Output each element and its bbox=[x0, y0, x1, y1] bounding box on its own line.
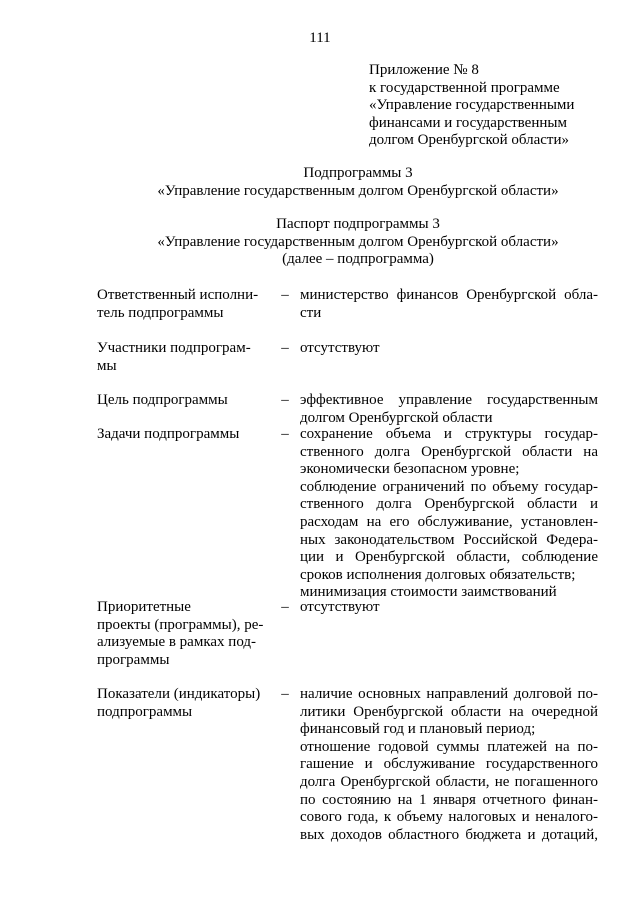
appendix-line: Приложение № 8 bbox=[369, 62, 479, 78]
value-line: соблюдение ограничений по объему государ- bbox=[300, 478, 598, 495]
passport-heading bbox=[0, 216, 640, 269]
subprogram-heading bbox=[0, 165, 640, 200]
value-line: долга Оренбургской области, не погашенного bbox=[300, 773, 598, 790]
value-line: ственного долга Оренбургской области на bbox=[300, 443, 598, 460]
value-line: экономически безопасном уровне; bbox=[300, 461, 520, 478]
appendix-line: «Управление государственными bbox=[369, 97, 575, 114]
value-line: финансовый год и плановый период; bbox=[300, 721, 536, 738]
value-line: литики Оренбургской области на очередной bbox=[300, 703, 598, 720]
value-line: расходам на его обслуживание, установлен- bbox=[300, 513, 598, 530]
row-dash: – bbox=[281, 599, 289, 615]
appendix-header bbox=[369, 62, 629, 150]
value-line: эффективное управление государственным bbox=[300, 392, 598, 408]
label-line: ализуемые в рамках под- bbox=[97, 634, 257, 651]
value-line: сроков исполнения долговых обязательств; bbox=[300, 566, 576, 583]
value-line: ственного долга Оренбургской области и bbox=[300, 496, 598, 513]
row-label-responsible bbox=[97, 287, 267, 322]
value-line: минимизация стоимости заимствований bbox=[300, 584, 557, 601]
passport-title: Паспорт подпрограммы 3 bbox=[276, 216, 440, 232]
row-dash: – bbox=[281, 340, 289, 356]
row-dash: – bbox=[281, 392, 289, 408]
label-line: Участники подпрограм- bbox=[97, 340, 251, 356]
row-label-tasks bbox=[97, 426, 267, 444]
value-line: по состоянию на 1 января отчетного финан- bbox=[300, 791, 598, 808]
row-value-goal bbox=[300, 392, 598, 427]
label-line: программы bbox=[97, 651, 170, 668]
row-dash: – bbox=[281, 686, 289, 702]
label-line: Задачи подпрограммы bbox=[97, 426, 240, 442]
value-line: сохранение объема и структуры государ- bbox=[300, 426, 598, 442]
row-dash: – bbox=[281, 426, 289, 442]
value-line: отсутствуют bbox=[300, 599, 380, 615]
row-label-priority-projects bbox=[97, 599, 267, 669]
row-value-participants bbox=[300, 340, 598, 358]
subprogram-name: «Управление государственным долгом Оренбургской области» bbox=[157, 182, 559, 199]
row-label-goal bbox=[97, 392, 267, 410]
label-line: Ответственный исполни- bbox=[97, 287, 259, 303]
row-value-tasks bbox=[300, 426, 598, 602]
label-line: Приоритетные bbox=[97, 599, 191, 615]
appendix-line: долгом Оренбургской области» bbox=[369, 132, 569, 149]
label-line: Показатели (индикаторы) bbox=[97, 686, 261, 702]
value-line: ции и Оренбургской области, соблюдение bbox=[300, 549, 598, 566]
appendix-line: к государственной программе bbox=[369, 79, 560, 96]
value-line: сового года, к объему налоговых и неналого- bbox=[300, 809, 598, 826]
appendix-line: финансами и государственным bbox=[369, 114, 567, 131]
row-value-indicators bbox=[300, 686, 598, 844]
subprogram-title: Подпрограммы 3 bbox=[303, 165, 413, 181]
value-line: гашение и обслуживание государственного bbox=[300, 756, 598, 773]
value-line: ных законодательством Российской Федера- bbox=[300, 531, 598, 548]
value-line: отсутствуют bbox=[300, 340, 380, 356]
row-label-participants bbox=[97, 340, 267, 375]
row-label-indicators bbox=[97, 686, 267, 721]
row-value-priority-projects bbox=[300, 599, 598, 617]
row-value-responsible bbox=[300, 287, 598, 322]
label-line: проекты (программы), ре- bbox=[97, 616, 264, 633]
value-line: долгом Оренбургской области bbox=[300, 409, 493, 426]
value-line: сти bbox=[300, 304, 322, 321]
label-line: Цель подпрограммы bbox=[97, 392, 228, 408]
page-number: 111 bbox=[309, 30, 331, 46]
passport-name: «Управление государственным долгом Оренбургской области» bbox=[157, 233, 559, 250]
value-line: наличие основных направлений долговой по- bbox=[300, 686, 598, 702]
value-line: вых доходов областного бюджета и дотаций, bbox=[300, 826, 598, 843]
label-line: тель подпрограммы bbox=[97, 304, 224, 321]
value-line: министерство финансов Оренбургской обла- bbox=[300, 287, 598, 303]
label-line: подпрограммы bbox=[97, 703, 193, 720]
row-dash: – bbox=[281, 287, 289, 303]
value-line: отношение годовой суммы платежей на по- bbox=[300, 738, 598, 755]
passport-note: (далее – подпрограмма) bbox=[282, 251, 434, 268]
label-line: мы bbox=[97, 357, 117, 374]
